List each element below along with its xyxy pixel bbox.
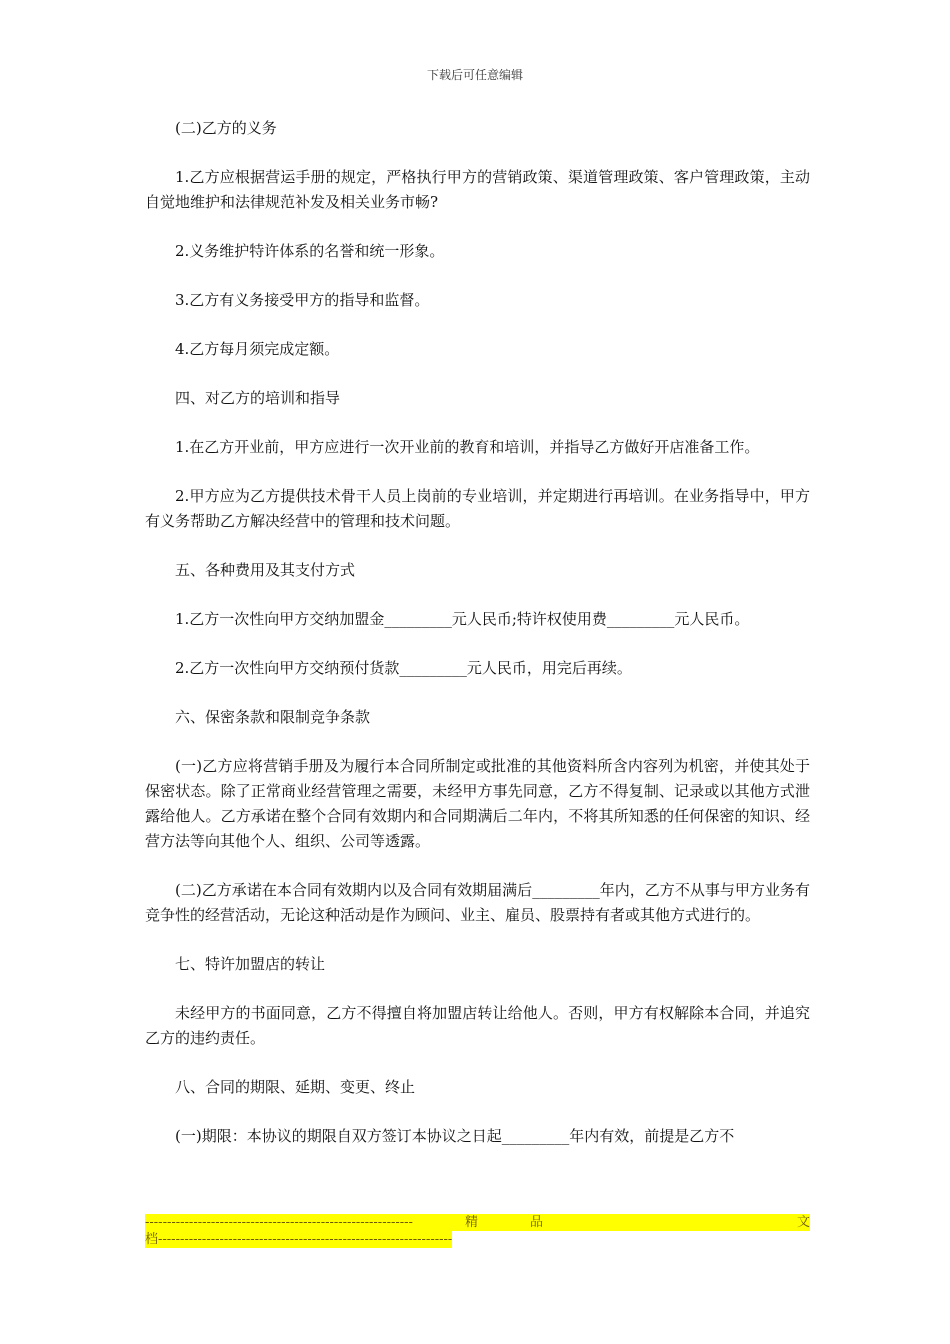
footer-row-2: 档-------------------------------------------------------------------: [145, 1232, 453, 1247]
body-paragraph: 未经甲方的书面同意，乙方不得擅自将加盟店转让给他人。否则，甲方有权解除本合同，并追究乙方的违约责任。: [145, 1004, 810, 1047]
footer-word: 文: [796, 1215, 810, 1230]
section-heading: 四、对乙方的培训和指导: [175, 389, 341, 407]
body-paragraph: 3.乙方有义务接受甲方的指导和监督。: [175, 291, 430, 309]
section-heading: 六、保密条款和限制竞争条款: [175, 708, 371, 726]
body-paragraph: (二)乙方承诺在本合同有效期内以及合同有效期届满后_________年内，乙方不从事与甲方业务有竞争性的经营活动，无论这种活动是作为顾问、业主、雇员、股票持有者或其他方式进行的。: [145, 881, 810, 924]
body-paragraph: 2.甲方应为乙方提供技术骨干人员上岗前的专业培训，并定期进行再培训。在业务指导中，甲方有义务帮助乙方解决经营中的管理和技术问题。: [145, 487, 810, 530]
document-body: [145, 116, 810, 1149]
body-paragraph: (一)乙方应将营销手册及为履行本合同所制定或批准的其他资料所含内容列为机密，并使其处于保密状态。除了正常商业经营管理之需要，未经甲方事先同意，乙方不得复制、记录或以其他方式泄露给他人。乙方承诺在整个合同有效期内和合同期满后二年内，不将其所知悉的任何保密的知识、经营方法等向其他个人、组织、公司等透露。: [145, 757, 810, 850]
footer-word: 精: [464, 1215, 478, 1230]
footer-row-1: [145, 1214, 810, 1231]
section-heading: 八、合同的期限、延期、变更、终止: [175, 1078, 416, 1096]
section-heading: 五、各种费用及其支付方式: [175, 561, 356, 579]
footer-dashes: -------------------------------------------------------------: [145, 1215, 413, 1230]
section-heading: 七、特许加盟店的转让: [175, 955, 326, 973]
body-paragraph: 1.乙方应根据营运手册的规定，严格执行甲方的营销政策、渠道管理政策、客户管理政策，主动自觉地维护和法律规范补发及相关业务市畅?: [145, 168, 810, 211]
body-paragraph: 1.乙方一次性向甲方交纳加盟金_________元人民币;特许权使用费_________元人民币。: [175, 610, 750, 628]
body-paragraph: 4.乙方每月须完成定额。: [175, 340, 340, 358]
header-note: 下载后可任意编辑: [426, 68, 523, 82]
body-paragraph: 2.乙方一次性向甲方交纳预付货款_________元人民币，用完后再续。: [175, 659, 632, 677]
footer-banner: [145, 1214, 810, 1253]
section-heading: (二)乙方的义务: [175, 119, 277, 137]
footer-word: 品: [529, 1215, 543, 1230]
body-paragraph: 2.义务维护特许体系的名誉和统一形象。: [175, 242, 445, 260]
body-paragraph: (一)期限：本协议的期限自双方签订本协议之日起_________年内有效，前提是乙方不: [175, 1127, 735, 1145]
body-paragraph: 1.在乙方开业前，甲方应进行一次开业前的教育和培训，并指导乙方做好开店准备工作。: [175, 438, 760, 456]
